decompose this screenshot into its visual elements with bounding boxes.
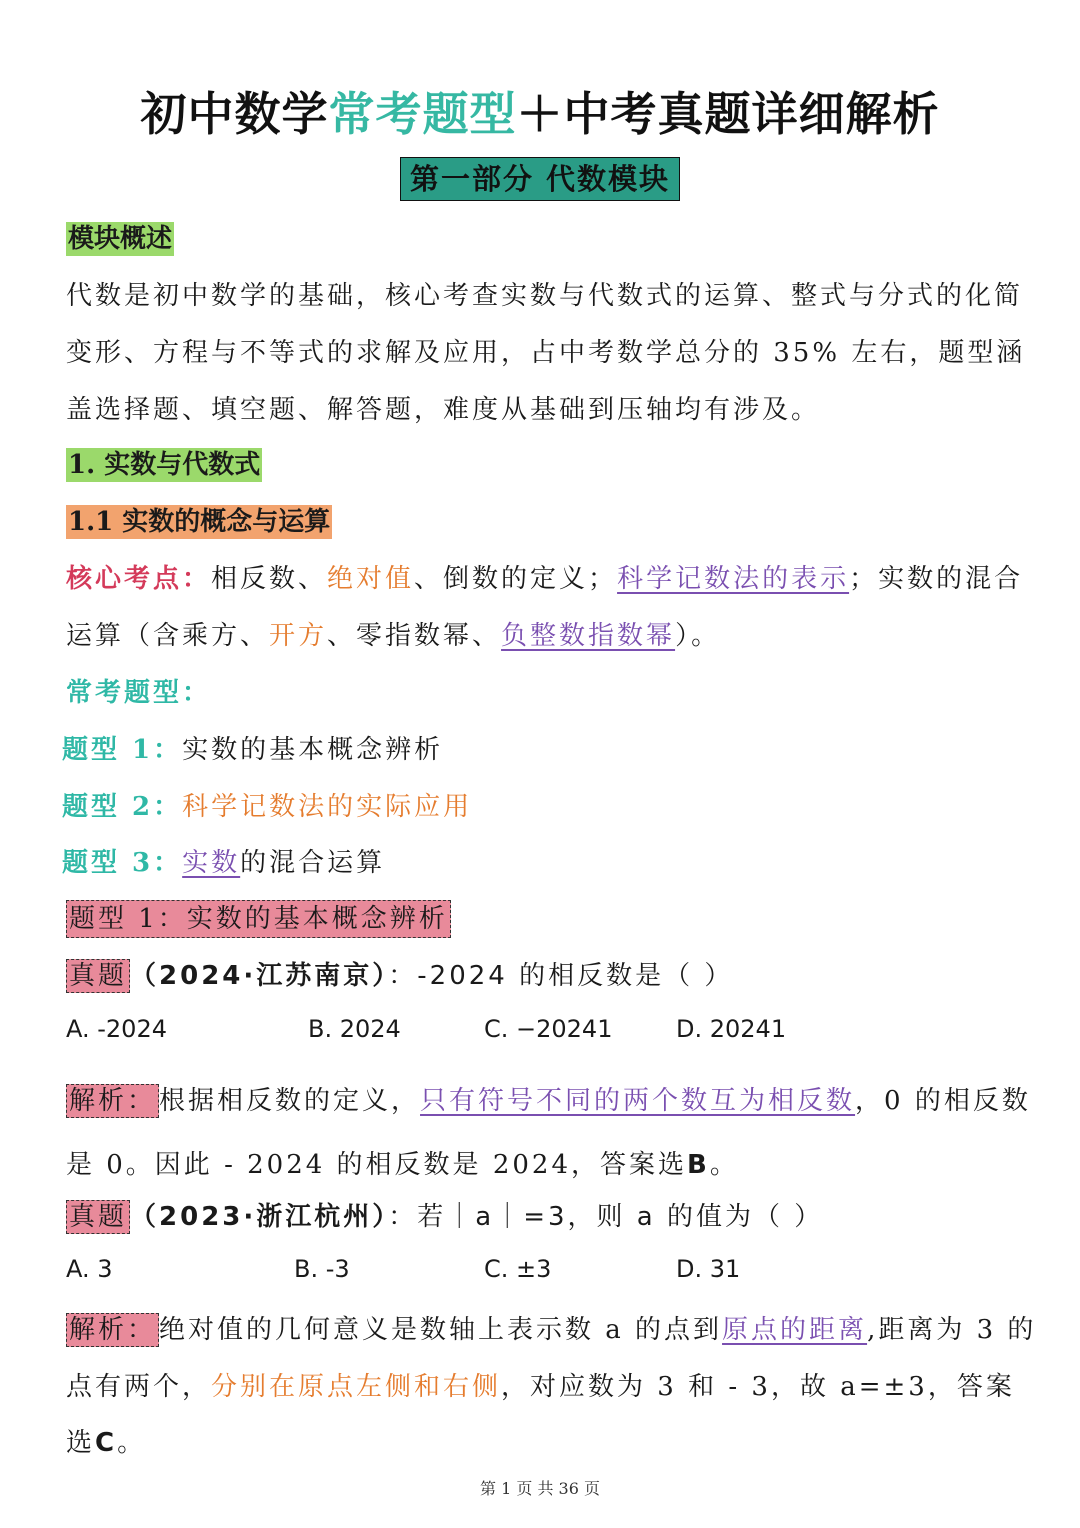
- question-2-option-d: D. 31: [676, 1255, 741, 1283]
- type-1-section-label: 题型 1：实数的基本概念辨析: [66, 900, 451, 938]
- question-2-analysis-link: 原点的距离: [722, 1315, 868, 1345]
- overview-line-2: 变形、方程与不等式的求解及应用，占中考数学总分的 35% 左右，题型涵: [66, 338, 1026, 368]
- analysis-text: ，对应数为 3 和 - 3，故 a=±3，答案: [501, 1372, 1015, 1402]
- analysis-text: 根据相反数的定义，: [159, 1086, 421, 1116]
- analysis-text: 是 0。因此 - 2024 的相反数是 2024，答案选: [66, 1150, 687, 1180]
- page-footer: 第 1 页 共 36 页: [480, 1479, 600, 1498]
- type-1-section-heading: [66, 898, 451, 935]
- question-2-analysis-highlight: 分别在原点左侧和右侧: [211, 1372, 502, 1402]
- section-1-heading: [66, 444, 262, 481]
- overview-heading-label: 模块概述: [68, 224, 173, 254]
- section-1-1-label: 1.1 实数的概念与运算: [68, 507, 331, 537]
- question-2-analysis-line-2: [66, 1366, 1015, 1403]
- analysis-text: 选: [66, 1428, 96, 1458]
- question-2-analysis-line-1: [66, 1309, 1036, 1346]
- question-1-stem: ：-2024 的相反数是（ ）: [388, 961, 734, 991]
- question-2-option-c: C. ±3: [484, 1255, 552, 1283]
- core-text: ；实数的混合: [849, 564, 1024, 594]
- question-2-source: （2023·浙江杭州）: [130, 1202, 389, 1232]
- type-2-text: 科学记数法的实际应用: [182, 792, 473, 822]
- question-1-analysis-tag: 解析：: [66, 1084, 159, 1118]
- question-2-analysis-line-3: [66, 1422, 146, 1459]
- type-3-text: 的混合运算: [240, 848, 386, 878]
- analysis-text: 。: [709, 1150, 739, 1180]
- core-text: 、倒数的定义；: [414, 564, 618, 594]
- type-1-item: [62, 729, 443, 766]
- question-2-answer: C: [95, 1428, 118, 1458]
- core-points-label: 核心考点：: [66, 564, 212, 594]
- analysis-text: 绝对值的几何意义是数轴上表示数 a 的点到: [159, 1315, 723, 1345]
- analysis-text: 。: [117, 1428, 147, 1458]
- overview-heading: [66, 218, 174, 255]
- core-link-scientific: 科学记数法的表示: [617, 564, 850, 594]
- question-1-tag: 真题: [66, 959, 130, 993]
- question-1-option-b: B. 2024: [308, 1015, 401, 1043]
- core-text: 运算（含乘方、: [66, 621, 270, 651]
- type-2-item: [62, 786, 472, 823]
- title-part1: 初中数学: [140, 87, 329, 141]
- overview-line-3: 盖选择题、填空题、解答题，难度从基础到压轴均有涉及。: [66, 395, 821, 425]
- core-text: 相反数、: [211, 564, 328, 594]
- question-2: [66, 1196, 823, 1233]
- question-1-option-a: A. -2024: [66, 1015, 167, 1043]
- type-2-label: 题型 2：: [62, 792, 183, 822]
- question-1-option-c: C. −20241: [484, 1015, 613, 1043]
- analysis-text: 点有两个，: [66, 1372, 212, 1402]
- core-text: ）。: [675, 621, 721, 651]
- type-3-label: 题型 3：: [62, 848, 183, 878]
- core-text: 、零指数幂、: [327, 621, 502, 651]
- part-heading: 第一部分 代数模块: [400, 157, 680, 201]
- title-highlight: 常考题型: [328, 87, 517, 141]
- core-highlight-root: 开方: [269, 621, 328, 651]
- analysis-text: ,距离为 3 的: [867, 1315, 1037, 1345]
- core-highlight-abs: 绝对值: [327, 564, 415, 594]
- question-2-analysis-tag: 解析：: [66, 1313, 159, 1347]
- core-points-line-2: [66, 615, 720, 652]
- type-3-item: [62, 842, 385, 879]
- core-link-neg-exp: 负整数指数幂: [501, 621, 676, 651]
- question-1-answer: B: [687, 1150, 710, 1180]
- question-2-tag: 真题: [66, 1200, 130, 1234]
- type-1-label: 题型 1：: [62, 735, 183, 765]
- question-2-option-b: B. -3: [294, 1255, 350, 1283]
- page-title: [0, 78, 1080, 144]
- section-1-1-heading: [66, 501, 332, 538]
- types-heading: 常考题型：: [66, 678, 212, 708]
- question-2-stem: ：若｜a｜=3，则 a 的值为（ ）: [388, 1202, 824, 1232]
- question-1-source: （2024·江苏南京）: [130, 961, 389, 991]
- core-points-line-1: [66, 558, 1023, 595]
- type-1-text: 实数的基本概念辨析: [182, 735, 444, 765]
- question-1-analysis-link: 只有符号不同的两个数互为相反数: [420, 1086, 856, 1116]
- overview-line-1: 代数是初中数学的基础，核心考查实数与代数式的运算、整式与分式的化简: [66, 281, 1024, 311]
- type-3-link: 实数: [182, 848, 241, 878]
- question-2-option-a: A. 3: [66, 1255, 113, 1283]
- question-1: [66, 955, 733, 992]
- question-1-analysis-line-2: [66, 1144, 739, 1181]
- title-part3: ＋中考真题详细解析: [516, 87, 940, 141]
- question-1-analysis-line-1: [66, 1080, 1031, 1117]
- question-1-option-d: D. 20241: [676, 1015, 787, 1043]
- analysis-text: ，0 的相反数: [855, 1086, 1031, 1116]
- section-1-label: 1. 实数与代数式: [68, 450, 261, 480]
